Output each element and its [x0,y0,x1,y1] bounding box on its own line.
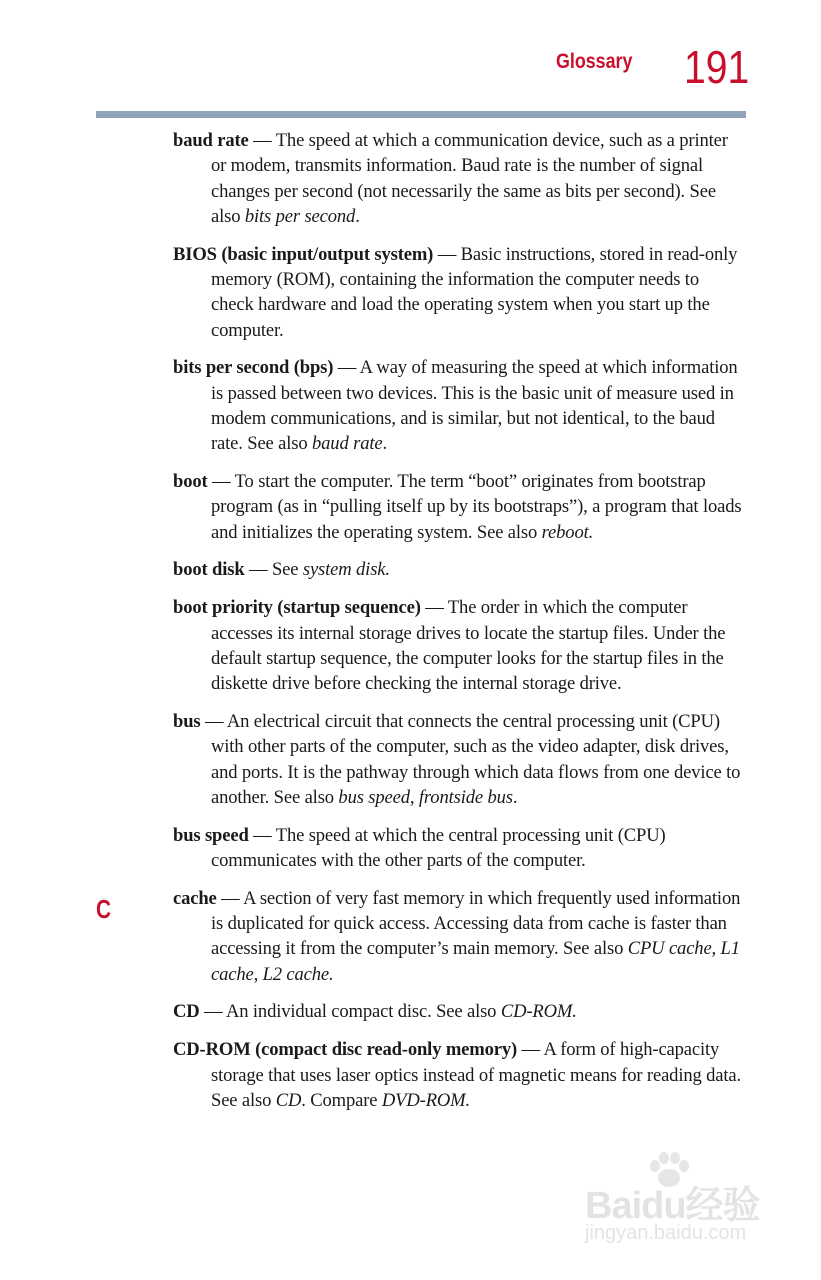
entry-term: CD [173,1001,200,1023]
entry-crossref: CPU cache, L1 cache, L2 cache. [211,938,740,985]
entry-definition: — An individual compact disc. See also [199,1001,501,1023]
entry-definition: — The speed at which the central processing unit (CPU) communicates with the other parts of the computer. [211,824,666,871]
entry-term: boot [173,471,208,493]
entry-term: bus speed [173,824,249,846]
baidu-watermark [585,1150,785,1260]
entry-crossref: CD [275,1089,302,1111]
glossary-entry [173,595,745,696]
entry-definition: — Basic instructions, stored in read-only memory (ROM), containing the information the computer needs to check hardware and load the operating system when you start up the computer. [211,243,738,341]
glossary-entry [173,999,745,1024]
section-title: Glossary [556,50,633,73]
entry-definition: — To start the computer. The term “boot” originates from bootstrap program (as in “pulling itself up by its bootstraps”), a program that loads and initializes the operating system. See also [207,471,742,543]
glossary-entry [173,469,745,545]
glossary-entry [173,557,745,582]
entry-term: bits per second (bps) [173,357,334,379]
page-number: 191 [684,41,750,93]
glossary-entry: bits per second (bps) — A way of measuring the speed at which information is passed between two devices. This is the basic unit of measure used in modem communications, and is similar, but not identical, to the baud rate. See also baud rate. [173,357,738,455]
glossary-entry: CD-ROM (compact disc read-only memory) — A form of high-capacity storage that uses laser optics instead of magnetic means for reading data. See also CD. Compare DVD-ROM. [173,1039,741,1111]
entry-crossref: bus speed [338,786,410,808]
entry-definition: — The speed at which a communication device, such as a printer or modem, transmits information. Baud rate is the number of signal changes per second (not necessarily the same as bits per second). See also [211,130,728,227]
entry-crossref: baud rate [312,433,383,455]
glossary-entries [173,128,745,1126]
header-rule [96,111,746,118]
entry-crossref: CD-ROM. [500,1001,577,1023]
glossary-entry [173,886,745,987]
watermark-logo: Baidu经验 [585,1185,760,1227]
entry-term: CD-ROM (compact disc read-only memory) [173,1039,518,1061]
entry-definition: — An electrical circuit that connects the central processing unit (CPU) with other parts of the computer, such as the video adapter, disk drives, and ports. It is the pathway through which data flows from one device to another. See also [200,710,741,808]
entry-term: BIOS (basic input/output system) [173,243,434,265]
entry-definition: — A way of measuring the speed at which information is passed between two devices. This is the basic unit of measure used in modem communications, and is similar, but not identical, to the baud rate. See also [211,357,738,455]
entry-term: boot priority (startup sequence) [173,597,421,619]
watermark-url: jingyan.baidu.com [585,1222,747,1244]
entry-crossref: bits per second [244,205,356,227]
entry-definition: — The order in which the computer accesses its internal storage drives to locate the startup files. Under the default startup sequence, the computer looks for the startup files in the diskette drive before checking the internal storage drive. [211,597,726,695]
glossary-entry [173,823,745,874]
entry-term: bus [173,710,201,732]
entry-term: cache [173,887,217,909]
entry-definition: — See [244,559,303,581]
entry-term: baud rate [173,130,249,151]
glossary-entry: baud rate — The speed at which a communication device, such as a printer or modem, transmits information. Baud rate is the number of signal changes per second (not necessarily the same as bits per second). See also bits per second. [173,130,728,227]
entry-definition: — A section of very fast memory in which frequently used information is duplicated for quick access. Accessing data from cache is faster than accessing it from the computer’s main memory. See also [211,887,741,960]
entry-definition: — A form of high-capacity storage that uses laser optics instead of magnetic means for reading data. See also [211,1039,741,1111]
glossary-entry: bus — An electrical circuit that connects the central processing unit (CPU) with other parts of the computer, such as the video adapter, disk drives, and ports. It is the pathway through which data flows from one device to another. See also bus speed, frontside bus. [173,710,741,808]
entry-crossref: reboot. [541,521,594,543]
glossary-entry [173,242,745,343]
letter-marker: C [96,894,112,924]
entry-term: boot disk [173,559,245,581]
entry-crossref: system disk. [302,559,390,581]
